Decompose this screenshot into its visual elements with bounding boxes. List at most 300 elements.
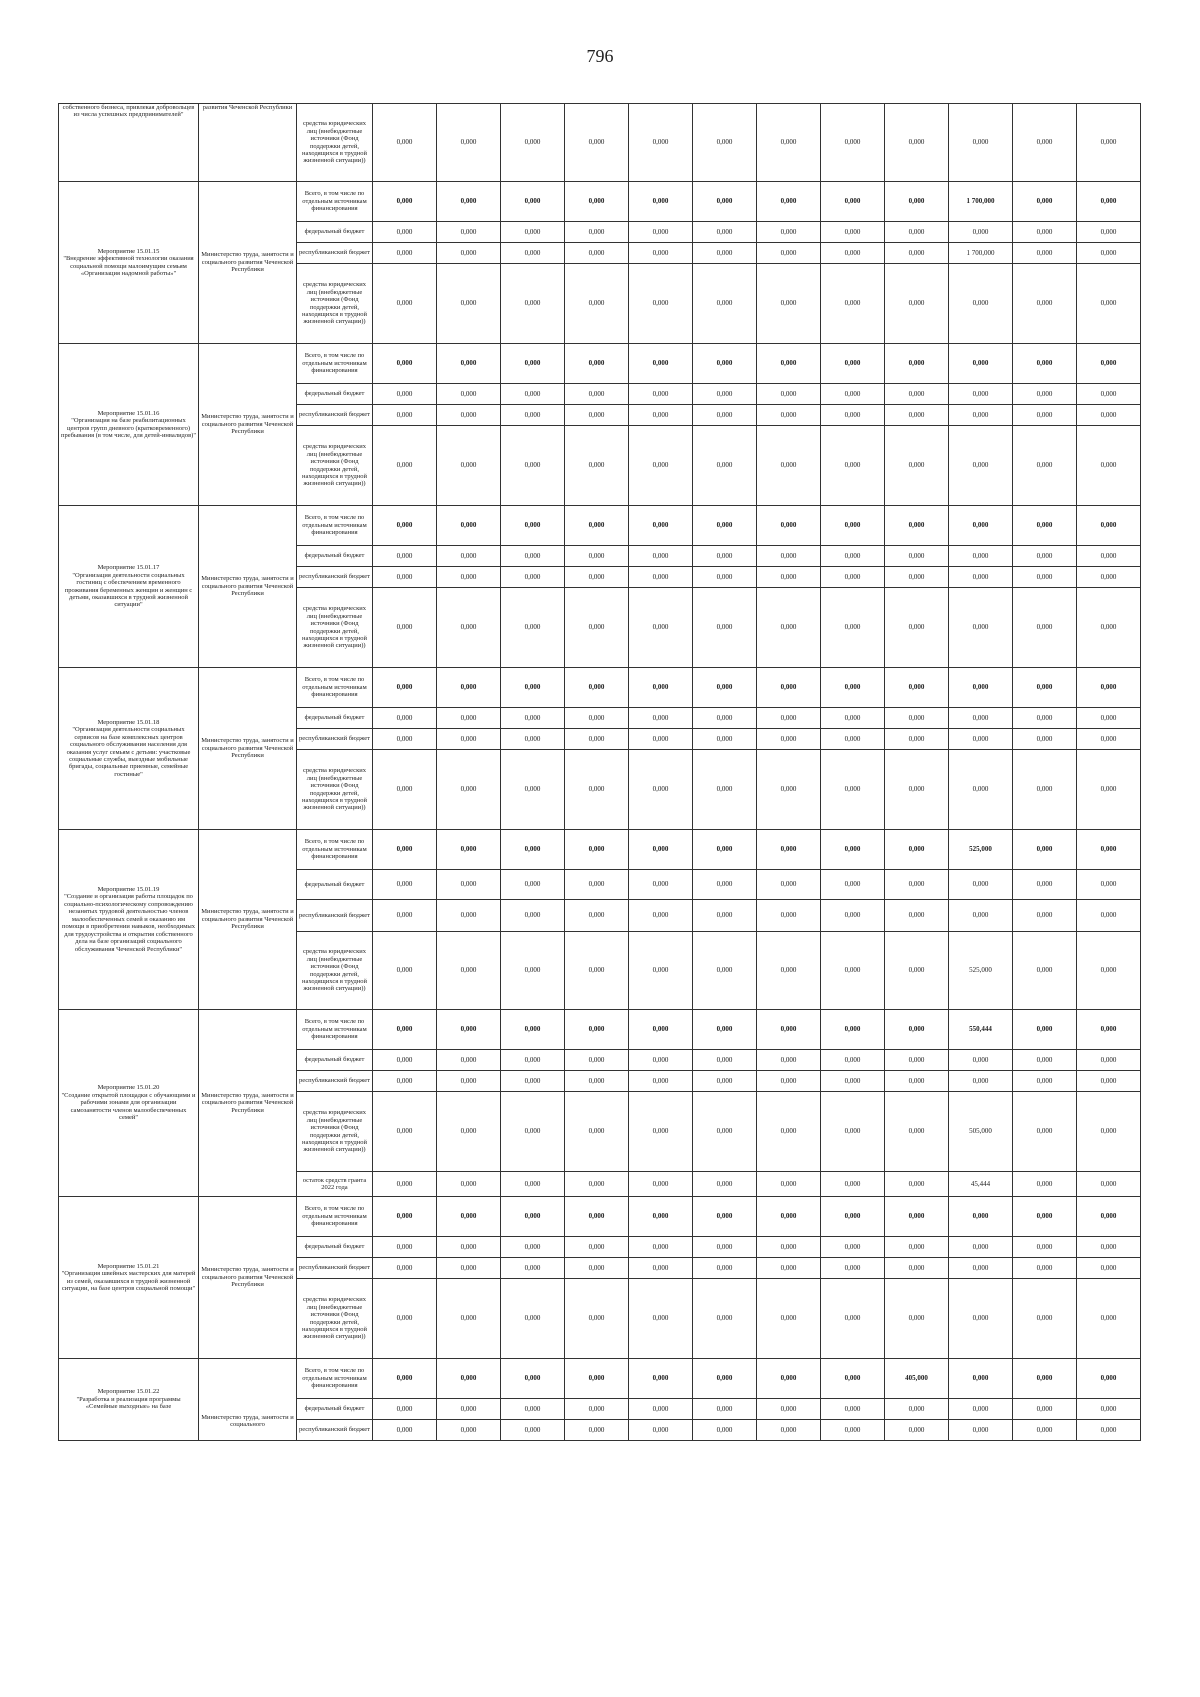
value-cell: 0,000 bbox=[1077, 1359, 1141, 1399]
value-cell: 0,000 bbox=[629, 1237, 693, 1258]
value-cell: 0,000 bbox=[693, 870, 757, 900]
funding-source-cell: остаток средств гранта 2022 года bbox=[297, 1172, 373, 1197]
value-cell: 0,000 bbox=[1077, 1071, 1141, 1092]
value-cell: 0,000 bbox=[437, 830, 501, 870]
value-cell: 0,000 bbox=[373, 384, 437, 405]
value-cell: 0,000 bbox=[885, 104, 949, 182]
value-cell: 0,000 bbox=[821, 1010, 885, 1050]
value-cell: 0,000 bbox=[437, 1197, 501, 1237]
value-cell: 0,000 bbox=[501, 426, 565, 506]
value-cell: 0,000 bbox=[693, 668, 757, 708]
value-cell: 525,000 bbox=[949, 932, 1013, 1010]
funding-source-cell: федеральный бюджет bbox=[297, 384, 373, 405]
value-cell: 0,000 bbox=[1013, 1420, 1077, 1441]
funding-source-cell: Всего, в том числе по отдельным источникам финансирования bbox=[297, 1010, 373, 1050]
value-cell: 0,000 bbox=[1077, 546, 1141, 567]
value-cell: 0,000 bbox=[757, 830, 821, 870]
funding-source-cell: Всего, в том числе по отдельным источникам финансирования bbox=[297, 506, 373, 546]
value-cell: 0,000 bbox=[757, 1197, 821, 1237]
value-cell: 0,000 bbox=[821, 546, 885, 567]
value-cell: 0,000 bbox=[373, 405, 437, 426]
value-cell: 0,000 bbox=[565, 426, 629, 506]
value-cell: 0,000 bbox=[693, 1197, 757, 1237]
value-cell: 0,000 bbox=[693, 222, 757, 243]
value-cell: 0,000 bbox=[757, 1279, 821, 1359]
value-cell: 0,000 bbox=[693, 1071, 757, 1092]
value-cell: 0,000 bbox=[885, 708, 949, 729]
value-cell: 0,000 bbox=[821, 870, 885, 900]
value-cell: 0,000 bbox=[757, 870, 821, 900]
value-cell: 0,000 bbox=[949, 1050, 1013, 1071]
value-cell: 0,000 bbox=[565, 1399, 629, 1420]
funding-source-cell: федеральный бюджет bbox=[297, 1399, 373, 1420]
value-cell: 0,000 bbox=[373, 708, 437, 729]
value-cell: 0,000 bbox=[501, 729, 565, 750]
value-cell: 0,000 bbox=[501, 1172, 565, 1197]
value-cell: 0,000 bbox=[757, 750, 821, 830]
value-cell: 0,000 bbox=[693, 1237, 757, 1258]
value-cell: 0,000 bbox=[501, 1237, 565, 1258]
value-cell: 0,000 bbox=[885, 1071, 949, 1092]
value-cell: 0,000 bbox=[757, 932, 821, 1010]
value-cell: 0,000 bbox=[437, 1279, 501, 1359]
funding-source-cell: федеральный бюджет bbox=[297, 546, 373, 567]
value-cell: 0,000 bbox=[757, 243, 821, 264]
value-cell: 0,000 bbox=[821, 1071, 885, 1092]
value-cell: 0,000 bbox=[565, 104, 629, 182]
value-cell: 0,000 bbox=[821, 384, 885, 405]
value-cell: 0,000 bbox=[501, 222, 565, 243]
value-cell: 0,000 bbox=[1013, 405, 1077, 426]
table-row bbox=[59, 344, 1141, 384]
value-cell: 0,000 bbox=[565, 870, 629, 900]
value-cell: 0,000 bbox=[1013, 708, 1077, 729]
value-cell: 0,000 bbox=[1077, 506, 1141, 546]
value-cell: 0,000 bbox=[885, 870, 949, 900]
event-cell bbox=[59, 1359, 199, 1441]
funding-source-cell: республиканский бюджет bbox=[297, 405, 373, 426]
value-cell: 0,000 bbox=[757, 1172, 821, 1197]
value-cell: 0,000 bbox=[949, 1258, 1013, 1279]
value-cell: 0,000 bbox=[885, 729, 949, 750]
funding-source-cell: средства юридических лиц (внебюджетные источники (Фонд поддержки детей, находящихся в трудной жизненной ситуации)) bbox=[297, 104, 373, 182]
value-cell: 0,000 bbox=[373, 729, 437, 750]
value-cell: 0,000 bbox=[949, 104, 1013, 182]
value-cell: 0,000 bbox=[437, 1010, 501, 1050]
event-description: собственного бизнеса, привлекая добровольцев из числа успешных предпринимателей" bbox=[62, 104, 195, 119]
event-cell bbox=[59, 344, 199, 506]
value-cell: 0,000 bbox=[1013, 729, 1077, 750]
value-cell: 0,000 bbox=[1077, 708, 1141, 729]
value-cell: 0,000 bbox=[885, 1237, 949, 1258]
value-cell: 0,000 bbox=[1077, 1399, 1141, 1420]
value-cell: 0,000 bbox=[629, 1197, 693, 1237]
event-description: "Организация деятельности социальных гостиниц с обеспечением временного проживания беременных женщин и женщин с детьми, оказавшихся в трудной жизненной ситуации" bbox=[64, 571, 193, 609]
value-cell: 0,000 bbox=[757, 546, 821, 567]
value-cell: 0,000 bbox=[1077, 104, 1141, 182]
value-cell: 0,000 bbox=[1077, 729, 1141, 750]
value-cell: 0,000 bbox=[1077, 567, 1141, 588]
value-cell: 0,000 bbox=[757, 708, 821, 729]
executor-cell: Министерство труда, занятости и социального развития Чеченской Республики bbox=[199, 182, 297, 344]
value-cell: 0,000 bbox=[565, 1359, 629, 1399]
value-cell: 0,000 bbox=[1013, 750, 1077, 830]
funding-source-cell: Всего, в том числе по отдельным источникам финансирования bbox=[297, 344, 373, 384]
value-cell: 0,000 bbox=[693, 405, 757, 426]
value-cell: 0,000 bbox=[949, 405, 1013, 426]
funding-source-cell: федеральный бюджет bbox=[297, 870, 373, 900]
value-cell: 0,000 bbox=[821, 708, 885, 729]
value-cell: 0,000 bbox=[885, 182, 949, 222]
value-cell: 0,000 bbox=[1077, 1279, 1141, 1359]
value-cell: 0,000 bbox=[949, 870, 1013, 900]
value-cell: 525,000 bbox=[949, 830, 1013, 870]
value-cell: 0,000 bbox=[693, 1399, 757, 1420]
event-cell bbox=[59, 1197, 199, 1359]
value-cell: 0,000 bbox=[693, 750, 757, 830]
value-cell: 0,000 bbox=[373, 900, 437, 932]
value-cell: 0,000 bbox=[693, 243, 757, 264]
value-cell: 0,000 bbox=[693, 830, 757, 870]
value-cell: 0,000 bbox=[821, 1237, 885, 1258]
value-cell: 0,000 bbox=[757, 1399, 821, 1420]
value-cell: 0,000 bbox=[565, 1279, 629, 1359]
value-cell: 0,000 bbox=[565, 264, 629, 344]
value-cell: 0,000 bbox=[373, 567, 437, 588]
value-cell: 0,000 bbox=[565, 708, 629, 729]
funding-source-cell: средства юридических лиц (внебюджетные источники (Фонд поддержки детей, находящихся в трудной жизненной ситуации)) bbox=[297, 588, 373, 668]
value-cell: 0,000 bbox=[437, 546, 501, 567]
value-cell: 0,000 bbox=[1077, 1197, 1141, 1237]
value-cell: 0,000 bbox=[1077, 426, 1141, 506]
value-cell: 0,000 bbox=[437, 729, 501, 750]
value-cell: 0,000 bbox=[437, 344, 501, 384]
value-cell: 0,000 bbox=[693, 384, 757, 405]
value-cell: 0,000 bbox=[629, 546, 693, 567]
funding-source-cell: федеральный бюджет bbox=[297, 222, 373, 243]
value-cell: 0,000 bbox=[821, 900, 885, 932]
value-cell: 0,000 bbox=[693, 546, 757, 567]
value-cell: 0,000 bbox=[373, 344, 437, 384]
value-cell: 0,000 bbox=[373, 222, 437, 243]
executor-cell: Министерство труда, занятости и социального развития Чеченской Республики bbox=[199, 506, 297, 668]
event-title: Мероприятие 15.01.16 bbox=[97, 409, 160, 417]
value-cell: 0,000 bbox=[693, 1010, 757, 1050]
value-cell: 0,000 bbox=[565, 182, 629, 222]
funding-source-cell: средства юридических лиц (внебюджетные источники (Фонд поддержки детей, находящихся в трудной жизненной ситуации)) bbox=[297, 1092, 373, 1172]
table-row bbox=[59, 506, 1141, 546]
budget-table bbox=[58, 103, 1141, 1441]
value-cell: 0,000 bbox=[885, 1092, 949, 1172]
value-cell: 0,000 bbox=[565, 243, 629, 264]
value-cell: 0,000 bbox=[949, 900, 1013, 932]
value-cell: 0,000 bbox=[885, 243, 949, 264]
value-cell: 0,000 bbox=[629, 243, 693, 264]
value-cell: 0,000 bbox=[821, 830, 885, 870]
table-row bbox=[59, 1010, 1141, 1050]
value-cell: 0,000 bbox=[501, 546, 565, 567]
value-cell: 0,000 bbox=[629, 750, 693, 830]
value-cell: 0,000 bbox=[821, 750, 885, 830]
value-cell: 0,000 bbox=[1013, 567, 1077, 588]
value-cell: 0,000 bbox=[949, 708, 1013, 729]
value-cell: 0,000 bbox=[437, 567, 501, 588]
event-description: "Организация деятельности социальных сервисов на базе комплексных центров социального обслуживания населения для оказания услуг семьям с детьми: участковые социальные службы, выездные мобильные бригады, социальные приемные, семейные гостиные" bbox=[66, 726, 191, 778]
value-cell: 0,000 bbox=[949, 567, 1013, 588]
value-cell: 0,000 bbox=[565, 830, 629, 870]
value-cell: 0,000 bbox=[693, 1172, 757, 1197]
value-cell: 0,000 bbox=[373, 1237, 437, 1258]
value-cell: 0,000 bbox=[821, 588, 885, 668]
funding-source-cell: республиканский бюджет bbox=[297, 243, 373, 264]
value-cell: 0,000 bbox=[629, 1172, 693, 1197]
event-description: "Внедрение эффективной технологии оказания социальной помощи малоимущим семьям «Организация надомной работы»" bbox=[63, 255, 194, 277]
value-cell: 0,000 bbox=[885, 546, 949, 567]
value-cell: 0,000 bbox=[1013, 1279, 1077, 1359]
table-row bbox=[59, 1359, 1141, 1399]
value-cell: 0,000 bbox=[437, 506, 501, 546]
funding-source-cell: средства юридических лиц (внебюджетные источники (Фонд поддержки детей, находящихся в трудной жизненной ситуации)) bbox=[297, 750, 373, 830]
value-cell: 0,000 bbox=[693, 182, 757, 222]
table-body bbox=[59, 104, 1141, 1441]
event-title: Мероприятие 15.01.19 bbox=[97, 885, 160, 893]
value-cell: 0,000 bbox=[373, 588, 437, 668]
value-cell: 0,000 bbox=[693, 932, 757, 1010]
event-cell bbox=[59, 506, 199, 668]
value-cell: 0,000 bbox=[1013, 182, 1077, 222]
value-cell: 0,000 bbox=[565, 1071, 629, 1092]
value-cell: 0,000 bbox=[1077, 1092, 1141, 1172]
value-cell: 0,000 bbox=[949, 546, 1013, 567]
value-cell: 0,000 bbox=[1077, 405, 1141, 426]
value-cell: 0,000 bbox=[373, 1399, 437, 1420]
value-cell: 0,000 bbox=[565, 384, 629, 405]
value-cell: 0,000 bbox=[949, 1071, 1013, 1092]
value-cell: 45,444 bbox=[949, 1172, 1013, 1197]
value-cell: 0,000 bbox=[629, 264, 693, 344]
value-cell: 0,000 bbox=[629, 384, 693, 405]
value-cell: 0,000 bbox=[821, 1197, 885, 1237]
value-cell: 0,000 bbox=[437, 708, 501, 729]
value-cell: 0,000 bbox=[437, 1237, 501, 1258]
value-cell: 0,000 bbox=[565, 567, 629, 588]
value-cell: 0,000 bbox=[821, 243, 885, 264]
value-cell: 0,000 bbox=[821, 1359, 885, 1399]
value-cell: 0,000 bbox=[1013, 264, 1077, 344]
value-cell: 0,000 bbox=[629, 1010, 693, 1050]
funding-source-cell: Всего, в том числе по отдельным источникам финансирования bbox=[297, 1197, 373, 1237]
value-cell: 0,000 bbox=[501, 104, 565, 182]
value-cell: 0,000 bbox=[629, 932, 693, 1010]
value-cell: 0,000 bbox=[821, 567, 885, 588]
value-cell: 0,000 bbox=[885, 932, 949, 1010]
value-cell: 0,000 bbox=[373, 104, 437, 182]
value-cell: 0,000 bbox=[1077, 830, 1141, 870]
table-row bbox=[59, 830, 1141, 870]
value-cell: 0,000 bbox=[437, 900, 501, 932]
value-cell: 0,000 bbox=[885, 668, 949, 708]
value-cell: 0,000 bbox=[373, 1172, 437, 1197]
value-cell: 0,000 bbox=[437, 104, 501, 182]
value-cell: 0,000 bbox=[885, 567, 949, 588]
executor-cell: развития Чеченской Республики bbox=[199, 104, 297, 182]
value-cell: 0,000 bbox=[501, 1092, 565, 1172]
value-cell: 0,000 bbox=[885, 1172, 949, 1197]
value-cell: 0,000 bbox=[437, 384, 501, 405]
value-cell: 0,000 bbox=[1077, 1237, 1141, 1258]
value-cell: 0,000 bbox=[373, 1010, 437, 1050]
value-cell: 0,000 bbox=[949, 384, 1013, 405]
event-title: Мероприятие 15.01.15 bbox=[97, 247, 160, 255]
value-cell: 0,000 bbox=[757, 506, 821, 546]
value-cell: 0,000 bbox=[501, 900, 565, 932]
value-cell: 0,000 bbox=[629, 870, 693, 900]
value-cell: 0,000 bbox=[629, 1399, 693, 1420]
value-cell: 0,000 bbox=[949, 506, 1013, 546]
executor-cell: Министерство труда, занятости и социального развития Чеченской Республики bbox=[199, 344, 297, 506]
value-cell: 0,000 bbox=[565, 1092, 629, 1172]
value-cell: 0,000 bbox=[565, 344, 629, 384]
value-cell: 0,000 bbox=[501, 506, 565, 546]
value-cell: 0,000 bbox=[565, 506, 629, 546]
value-cell: 0,000 bbox=[373, 1071, 437, 1092]
value-cell: 0,000 bbox=[949, 588, 1013, 668]
value-cell: 0,000 bbox=[885, 830, 949, 870]
executor-cell: Министерство труда, занятости и социального развития Чеченской Республики bbox=[199, 830, 297, 1010]
value-cell: 0,000 bbox=[693, 426, 757, 506]
value-cell: 0,000 bbox=[1013, 1237, 1077, 1258]
value-cell: 0,000 bbox=[757, 1359, 821, 1399]
funding-source-cell: республиканский бюджет bbox=[297, 1071, 373, 1092]
value-cell: 0,000 bbox=[885, 1420, 949, 1441]
value-cell: 0,000 bbox=[629, 1258, 693, 1279]
value-cell: 0,000 bbox=[373, 830, 437, 870]
value-cell: 0,000 bbox=[629, 588, 693, 668]
value-cell: 0,000 bbox=[693, 567, 757, 588]
event-cell bbox=[59, 830, 199, 1010]
value-cell: 0,000 bbox=[821, 1420, 885, 1441]
value-cell: 0,000 bbox=[1013, 830, 1077, 870]
value-cell: 0,000 bbox=[693, 588, 757, 668]
value-cell: 0,000 bbox=[629, 405, 693, 426]
value-cell: 0,000 bbox=[437, 182, 501, 222]
value-cell: 0,000 bbox=[437, 222, 501, 243]
value-cell: 0,000 bbox=[373, 182, 437, 222]
value-cell: 0,000 bbox=[757, 426, 821, 506]
value-cell: 0,000 bbox=[693, 344, 757, 384]
table-row bbox=[59, 182, 1141, 222]
value-cell: 0,000 bbox=[1077, 264, 1141, 344]
funding-source-cell: федеральный бюджет bbox=[297, 1050, 373, 1071]
value-cell: 0,000 bbox=[501, 1420, 565, 1441]
value-cell: 0,000 bbox=[629, 1071, 693, 1092]
executor-cell: Министерство труда, занятости и социального развития Чеченской Республики bbox=[199, 668, 297, 830]
value-cell: 0,000 bbox=[501, 750, 565, 830]
value-cell: 0,000 bbox=[629, 426, 693, 506]
event-description: "Создание и организация работы площадок по социально-психологическому сопровождению незанятых трудовой деятельностью членов малообеспеченных семей и оказанию им помощи в приобретении навыков, необходимых для трудоустройства и открытия собственного дела на базе организаций социального обслуживания Чеченской Республики" bbox=[62, 893, 195, 953]
value-cell: 0,000 bbox=[949, 1237, 1013, 1258]
funding-source-cell: средства юридических лиц (внебюджетные источники (Фонд поддержки детей, находящихся в трудной жизненной ситуации)) bbox=[297, 1279, 373, 1359]
value-cell: 0,000 bbox=[373, 1420, 437, 1441]
value-cell: 0,000 bbox=[629, 729, 693, 750]
funding-source-cell: средства юридических лиц (внебюджетные источники (Фонд поддержки детей, находящихся в трудной жизненной ситуации)) bbox=[297, 932, 373, 1010]
value-cell: 0,000 bbox=[565, 750, 629, 830]
value-cell: 0,000 bbox=[501, 668, 565, 708]
value-cell: 0,000 bbox=[437, 426, 501, 506]
value-cell: 0,000 bbox=[693, 729, 757, 750]
value-cell: 0,000 bbox=[885, 506, 949, 546]
value-cell: 0,000 bbox=[885, 1258, 949, 1279]
event-title: Мероприятие 15.01.18 bbox=[97, 718, 160, 726]
value-cell: 0,000 bbox=[1077, 384, 1141, 405]
value-cell: 0,000 bbox=[437, 1172, 501, 1197]
value-cell: 0,000 bbox=[437, 1399, 501, 1420]
value-cell: 0,000 bbox=[629, 900, 693, 932]
value-cell: 0,000 bbox=[1013, 1050, 1077, 1071]
event-title: Мероприятие 15.01.22 bbox=[97, 1388, 160, 1396]
value-cell: 0,000 bbox=[501, 1399, 565, 1420]
funding-source-cell: Всего, в том числе по отдельным источникам финансирования bbox=[297, 182, 373, 222]
value-cell: 0,000 bbox=[1013, 932, 1077, 1010]
value-cell: 0,000 bbox=[565, 1172, 629, 1197]
value-cell: 0,000 bbox=[373, 243, 437, 264]
value-cell: 0,000 bbox=[821, 222, 885, 243]
value-cell: 0,000 bbox=[693, 1420, 757, 1441]
value-cell: 0,000 bbox=[757, 1237, 821, 1258]
value-cell: 0,000 bbox=[437, 932, 501, 1010]
value-cell: 0,000 bbox=[949, 750, 1013, 830]
value-cell: 0,000 bbox=[821, 668, 885, 708]
value-cell: 0,000 bbox=[693, 264, 757, 344]
value-cell: 0,000 bbox=[885, 1279, 949, 1359]
value-cell: 0,000 bbox=[757, 344, 821, 384]
value-cell: 0,000 bbox=[757, 182, 821, 222]
value-cell: 0,000 bbox=[757, 588, 821, 668]
value-cell: 0,000 bbox=[437, 405, 501, 426]
value-cell: 0,000 bbox=[821, 1172, 885, 1197]
event-description: "Создание открытой площадки с обучающими и рабочими зонами для организации самозанятости членов малообеспеченных семей" bbox=[61, 1091, 196, 1122]
executor-cell: Министерство труда, занятости и социального bbox=[199, 1359, 297, 1441]
value-cell: 0,000 bbox=[501, 344, 565, 384]
funding-source-cell: Всего, в том числе по отдельным источникам финансирования bbox=[297, 668, 373, 708]
value-cell: 0,000 bbox=[1077, 1010, 1141, 1050]
value-cell: 0,000 bbox=[1013, 546, 1077, 567]
value-cell: 0,000 bbox=[885, 1399, 949, 1420]
value-cell: 0,000 bbox=[1077, 1172, 1141, 1197]
table-row bbox=[59, 104, 1141, 182]
event-cell bbox=[59, 182, 199, 344]
funding-source-cell: республиканский бюджет bbox=[297, 567, 373, 588]
value-cell: 0,000 bbox=[373, 870, 437, 900]
value-cell: 0,000 bbox=[629, 567, 693, 588]
value-cell: 0,000 bbox=[1077, 932, 1141, 1010]
value-cell: 0,000 bbox=[1077, 344, 1141, 384]
value-cell: 0,000 bbox=[501, 405, 565, 426]
value-cell: 0,000 bbox=[885, 900, 949, 932]
value-cell: 0,000 bbox=[629, 344, 693, 384]
funding-source-cell: Всего, в том числе по отдельным источникам финансирования bbox=[297, 1359, 373, 1399]
value-cell: 0,000 bbox=[437, 1359, 501, 1399]
value-cell: 0,000 bbox=[693, 1279, 757, 1359]
value-cell: 0,000 bbox=[501, 243, 565, 264]
value-cell: 0,000 bbox=[949, 668, 1013, 708]
value-cell: 0,000 bbox=[565, 1050, 629, 1071]
value-cell: 0,000 bbox=[1013, 870, 1077, 900]
funding-source-cell: Всего, в том числе по отдельным источникам финансирования bbox=[297, 830, 373, 870]
value-cell: 0,000 bbox=[565, 900, 629, 932]
value-cell: 0,000 bbox=[1013, 1071, 1077, 1092]
value-cell: 0,000 bbox=[629, 222, 693, 243]
